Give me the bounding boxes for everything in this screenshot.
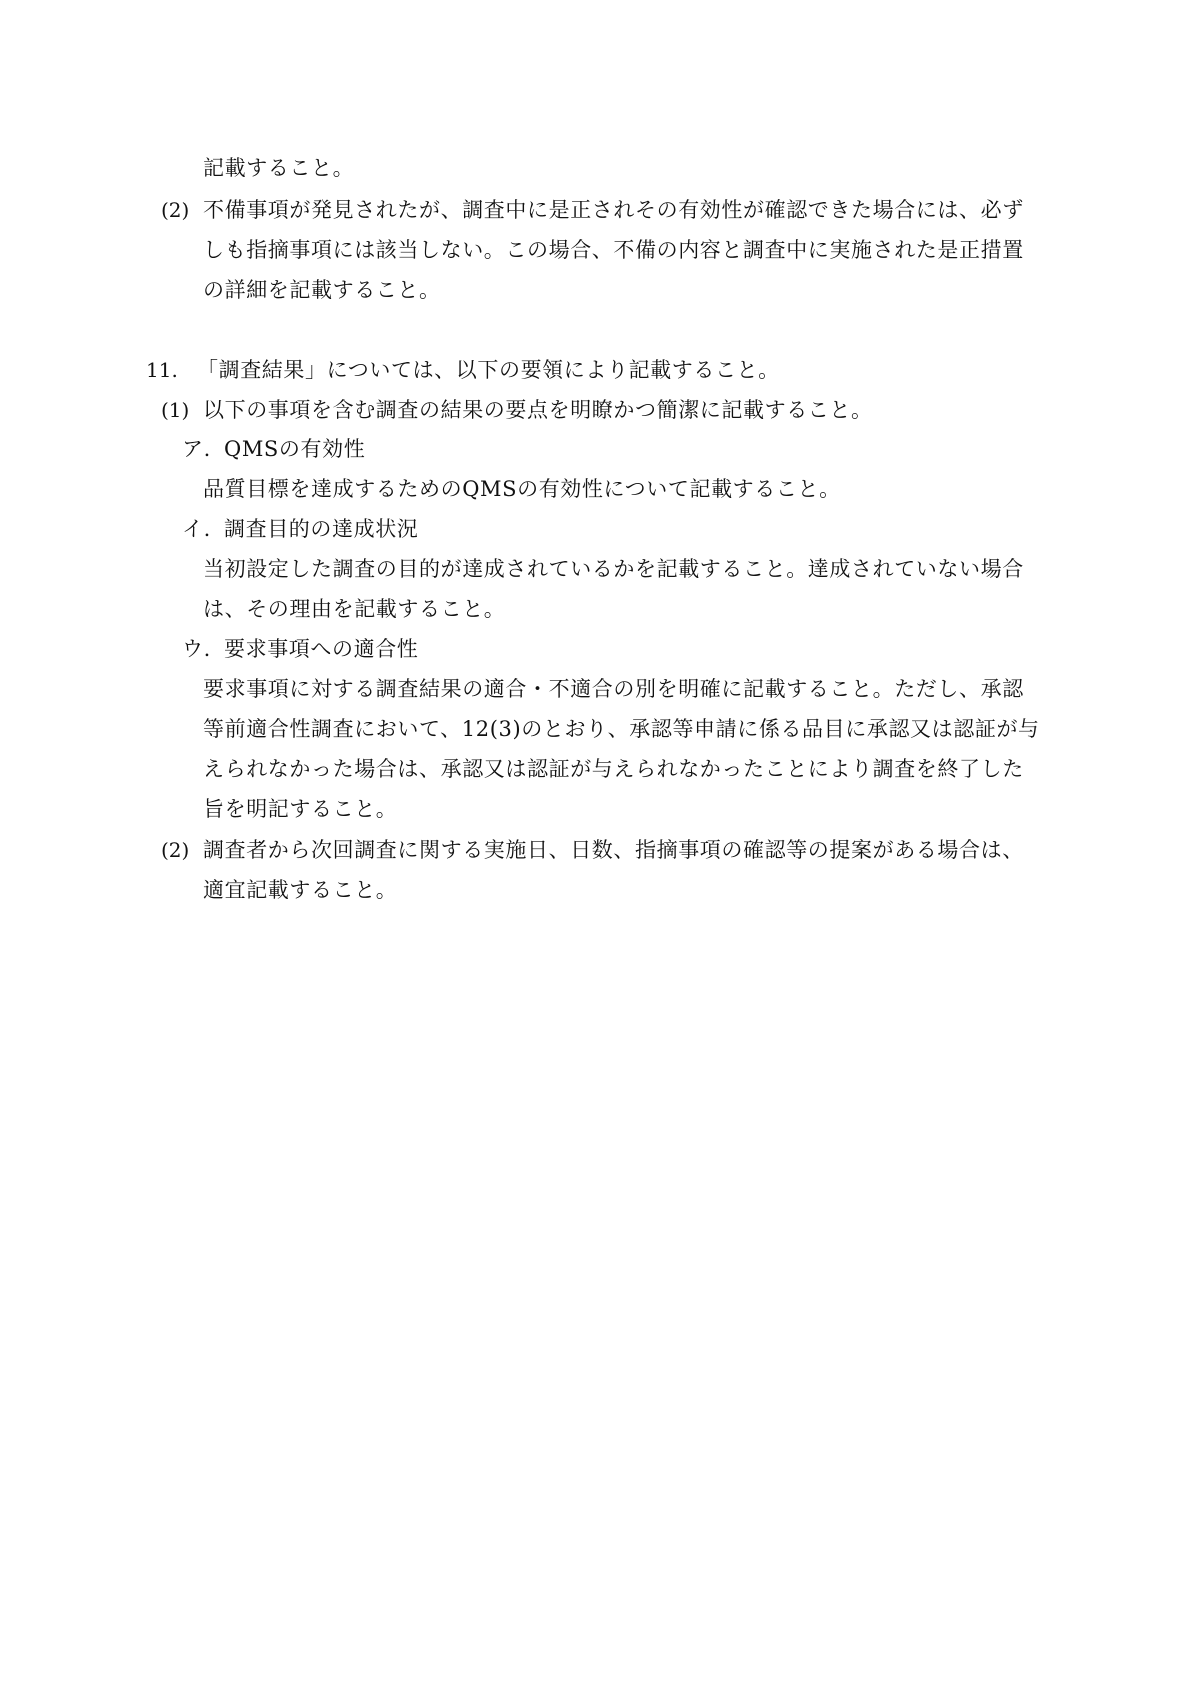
- section-11-item-1-marker: (1): [161, 398, 190, 422]
- sub-i-line-1: 当初設定した調査の目的が達成されているかを記載すること。達成されていない場合: [203, 557, 1024, 581]
- sub-i-label: イ.: [182, 517, 211, 541]
- section-11-item-1-text: 以下の事項を含む調査の結果の要点を明瞭かつ簡潔に記載すること。: [203, 398, 873, 422]
- section-11-number: 11.: [146, 358, 178, 382]
- prev-item-2-line-1: 不備事項が発見されたが、調査中に是正されその有効性が確認できた場合には、必ず: [203, 198, 1024, 222]
- sub-u-line-3: えられなかった場合は、承認又は認証が与えられなかったことにより調査を終了した: [203, 757, 1024, 781]
- section-11-heading: 「調査結果」については、以下の要領により記載すること。: [197, 358, 780, 382]
- prev-item-2-marker: (2): [161, 198, 190, 222]
- sub-u-title: 要求事項への適合性: [224, 637, 419, 661]
- prev-item-2-line-3: の詳細を記載すること。: [203, 278, 441, 302]
- section-11-item-2-marker: (2): [161, 838, 190, 862]
- sub-a-line-1: 品質目標を達成するためのQMSの有効性について記載すること。: [203, 477, 841, 501]
- sub-u-line-2: 等前適合性調査において、12(3)のとおり、承認等申請に係る品目に承認又は認証が与: [203, 717, 1040, 741]
- prev-continuation-line: 記載すること。: [203, 156, 355, 180]
- section-11-item-2-line-1: 調査者から次回調査に関する実施日、日数、指摘事項の確認等の提案がある場合は、: [203, 838, 1024, 862]
- sub-u-line-1: 要求事項に対する調査結果の適合・不適合の別を明確に記載すること。ただし、承認: [203, 677, 1024, 701]
- sub-a-title: QMSの有効性: [224, 437, 366, 461]
- section-11-item-2-line-2: 適宜記載すること。: [203, 878, 398, 902]
- sub-a-label: ア.: [182, 437, 211, 461]
- sub-i-line-2: は、その理由を記載すること。: [203, 597, 506, 621]
- sub-u-label: ウ.: [182, 637, 211, 661]
- sub-u-line-4: 旨を明記すること。: [203, 797, 398, 821]
- prev-item-2-line-2: しも指摘事項には該当しない。この場合、不備の内容と調査中に実施された是正措置: [203, 238, 1024, 262]
- sub-i-title: 調査目的の達成状況: [224, 517, 419, 541]
